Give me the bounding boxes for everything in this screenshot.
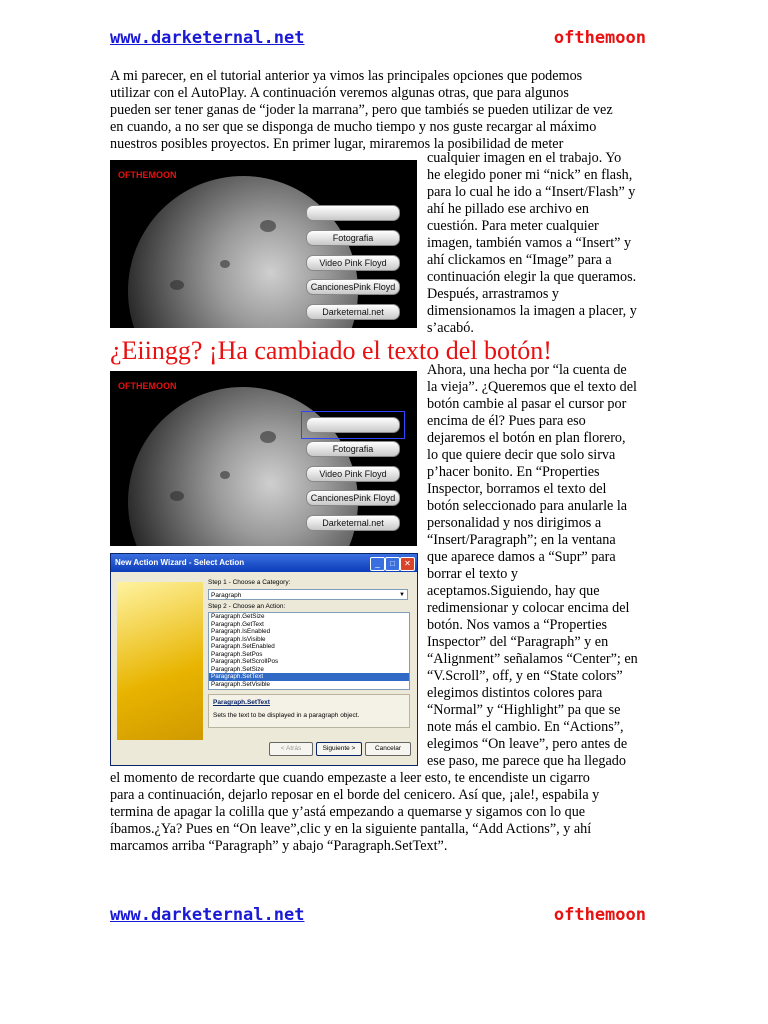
text-line: “Alignment” señalamos “Center”; en <box>427 651 638 667</box>
text-line: el momento de recordarte que cuando empezaste a leer esto, te encendiste un cigarro <box>110 770 590 786</box>
text-line: ahí clickamos en “Image” para a <box>427 252 612 268</box>
text-line: continuación elegir la que queramos. <box>427 269 637 285</box>
text-line: marcamos arriba “Paragraph” y abajo “Paragraph.SetText”. <box>110 838 448 854</box>
text-line: nuestros posibles proyectos. En primer lugar, miraremos la posibilidad de meter <box>110 136 564 152</box>
autoplay-screenshot-1 <box>110 160 417 328</box>
moon-crater <box>260 220 276 232</box>
moon-crater <box>220 471 230 479</box>
moon-crater <box>170 280 184 290</box>
autoplay-screenshot-2 <box>110 371 417 546</box>
back-button[interactable]: < Atrás <box>269 742 313 756</box>
text-line: “Insert/Paragraph”; en la ventana <box>427 532 616 548</box>
description-text: Sets the text to be displayed in a paragraph object. <box>213 712 360 719</box>
menu-button-site: Darketernal.net <box>306 515 400 531</box>
menu-button-video: Video Pink Floyd <box>306 255 400 271</box>
page-footer <box>110 905 650 929</box>
text-line: termina de apagar la colilla que y’astá empezando a quemarse y sigamos con lo que <box>110 804 586 820</box>
text-line: he elegido poner mi “nick” en flash, <box>427 167 633 183</box>
text-line: A mi parecer, en el tutorial anterior ya vimos las principales opciones que podemos <box>110 68 583 84</box>
text-line: dejaremos el botón en plan florero, <box>427 430 626 446</box>
text-line: s’acabó. <box>427 320 474 336</box>
chevron-down-icon: ▼ <box>399 592 405 598</box>
moon-crater <box>220 260 230 268</box>
text-line: cuestión. Para meter cualquier <box>427 218 599 234</box>
dialog-title: New Action Wizard - Select Action <box>115 558 245 567</box>
menu-button-songs: CancionesPink Floyd <box>306 490 400 506</box>
text-line: encima de él? Pues para eso <box>427 413 586 429</box>
site-link[interactable]: www.darketernal.net <box>110 905 305 925</box>
text-line: botón. Nos vamos a “Properties <box>427 617 608 633</box>
text-line: para lo cual he ido a “Insert/Flash” y <box>427 184 636 200</box>
step2-label: Step 2 - Choose an Action: <box>208 603 286 610</box>
text-line: pueden ser tener ganas de “joder la marrana”, pero que tambiés se pueden utilizar de vez <box>110 102 613 118</box>
maximize-icon[interactable]: □ <box>385 557 400 571</box>
list-item[interactable]: Paragraph.SetEnabled <box>211 643 275 650</box>
site-link[interactable]: www.darketernal.net <box>110 28 305 48</box>
flash-nick-logo: OFTHEMOON <box>118 170 177 180</box>
list-item[interactable]: Paragraph.SetVisible <box>211 680 271 688</box>
menu-button-photo: Fotografia <box>306 441 400 457</box>
text-line: borrar el texto y <box>427 566 518 582</box>
action-description-box <box>208 694 410 728</box>
text-line: ahí he pillado ese archivo en <box>427 201 589 217</box>
list-item[interactable]: Paragraph.SetPos <box>211 650 263 658</box>
text-line: botón seleccionado para anularle la <box>427 498 628 514</box>
text-line: “V.Scroll”, off, y en “State colors” <box>427 668 623 684</box>
text-line: ese paso, me parece que ha llegado <box>427 753 626 769</box>
text-line: lo que quiere decir que solo sirva <box>427 447 616 463</box>
text-line: elegimos distintos colores para <box>427 685 603 701</box>
category-value: Paragraph <box>211 592 242 599</box>
text-line: cualquier imagen en el trabajo. Yo <box>427 150 622 166</box>
cancel-button[interactable]: Cancelar <box>365 742 411 756</box>
menu-button-video: Video Pink Floyd <box>306 466 400 482</box>
category-select[interactable] <box>208 589 408 600</box>
side-paragraph-1 <box>427 150 637 337</box>
text-line: en cuando, a no ser que se disponga de mucho tiempo y nos guste recargar al máximo <box>110 119 597 135</box>
brand-name: ofthemoon <box>553 905 646 925</box>
wizard-side-art <box>117 582 203 740</box>
text-line: para a continuación, dejarlo reposar en el borde del cenicero. Así que, ¡ale!, espabila y <box>110 787 600 803</box>
text-line: Ahora, una hecha por “la cuenta de <box>427 362 627 378</box>
text-line: Inspector” del “Paragraph” y en <box>427 634 609 650</box>
text-line: elegimos “On leave”, pero antes de <box>427 736 628 752</box>
text-line: dimensionamos la imagen a placer, y <box>427 303 637 319</box>
brand-name: ofthemoon <box>553 28 646 48</box>
step1-label: Step 1 - Choose a Category: <box>208 579 291 586</box>
action-list[interactable] <box>208 612 410 690</box>
text-line: íbamos.¿Ya? Pues en “On leave”,clic y en la siguiente pantalla, “Add Actions”, y ahí <box>110 821 592 837</box>
text-line: redimensionar y colocar encima del <box>427 600 630 616</box>
menu-button-songs: CancionesPink Floyd <box>306 279 400 295</box>
text-line: aceptamos.Siguiendo, hay que <box>427 583 600 599</box>
text-line: note más el cambio. En “Actions”, <box>427 719 624 735</box>
text-line: Inspector, borramos el texto del <box>427 481 607 497</box>
text-line: botón cambie al pasar el cursor por <box>427 396 627 412</box>
text-line: p’hacer bonito. En “Properties <box>427 464 600 480</box>
description-title: Paragraph.SetText <box>213 699 270 706</box>
text-line: que aparece damos a “Supr” para <box>427 549 616 565</box>
text-line: imagen, también vamos a “Insert” y <box>427 235 632 251</box>
list-item[interactable]: Paragraph.SetScrollPos <box>211 658 279 665</box>
menu-button-photo: Fotografia <box>306 230 400 246</box>
close-icon[interactable]: ✕ <box>400 557 415 571</box>
list-item[interactable]: Paragraph.SetSize <box>211 665 264 673</box>
list-item[interactable]: Paragraph.GetText <box>211 620 264 628</box>
side-paragraph-2 <box>427 362 638 770</box>
selection-handles <box>301 411 405 439</box>
moon-crater <box>170 491 184 501</box>
text-line: Después, arrastramos y <box>427 286 559 302</box>
outro-paragraph <box>110 770 599 855</box>
list-item[interactable]: Paragraph.IsEnabled <box>211 628 271 635</box>
text-line: personalidad y nos dirigimos a <box>427 515 602 531</box>
list-item[interactable]: Paragraph.IsVisible <box>211 635 266 643</box>
next-button[interactable]: Siguiente > <box>316 742 362 756</box>
menu-button-site: Darketernal.net <box>306 304 400 320</box>
text-line: la vieja”. ¿Queremos que el texto del <box>427 379 637 395</box>
section-heading: ¿Eiingg? ¡Ha cambiado el texto del botón! <box>110 336 552 365</box>
list-item-selected[interactable]: Paragraph.SetText <box>209 673 409 681</box>
list-item[interactable]: Paragraph.GetSize <box>211 613 265 620</box>
action-wizard-dialog <box>110 553 418 766</box>
moon-crater <box>260 431 276 443</box>
minimize-icon[interactable]: _ <box>370 557 385 571</box>
text-line: utilizar con el AutoPlay. A continuación veremos algunas otras, que para algunos <box>110 85 569 101</box>
page-header <box>110 28 650 52</box>
intro-paragraph <box>110 68 613 153</box>
flash-nick-logo: OFTHEMOON <box>118 381 177 391</box>
text-line: “Normal” y “Highlight” pa que se <box>427 702 621 718</box>
menu-button-blank <box>306 205 400 221</box>
